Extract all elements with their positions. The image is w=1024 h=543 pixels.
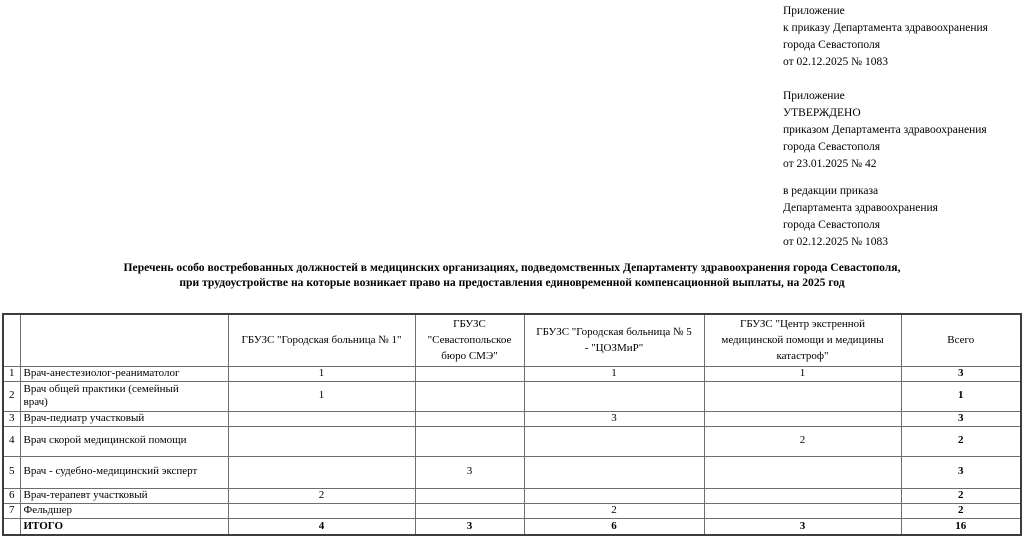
value-emergency-center	[704, 456, 901, 488]
total-row-label: ИТОГО	[20, 518, 228, 535]
grand-total: 16	[901, 518, 1021, 535]
value-sme-bureau	[415, 488, 524, 503]
row-number: 7	[3, 503, 20, 518]
annotation-line: Департамента здравоохранения	[783, 202, 938, 214]
order-annotation-block-3	[783, 183, 938, 251]
document-title	[0, 261, 1024, 290]
value-sme-bureau: 3	[415, 456, 524, 488]
value-emergency-center: 1	[704, 366, 901, 381]
row-number	[3, 518, 20, 535]
value-hospital-1: 1	[228, 381, 415, 411]
header-cell-position	[20, 314, 228, 366]
position-name: Врач общей практики (семейный врач)	[20, 381, 228, 411]
table-row	[3, 381, 1021, 411]
total-hospital-5: 6	[524, 518, 704, 535]
value-hospital-1	[228, 411, 415, 426]
header-cell-number	[3, 314, 20, 366]
value-sme-bureau	[415, 426, 524, 456]
header-cell-hospital-1: ГБУЗС "Городская больница № 1"	[228, 314, 415, 366]
value-hospital-5: 3	[524, 411, 704, 426]
position-name: Врач-педиатр участковый	[20, 411, 228, 426]
position-name: Фельдшер	[20, 503, 228, 518]
annotation-line: приказом Департамента здравоохранения	[783, 124, 987, 136]
value-total: 3	[901, 456, 1021, 488]
annotation-line: города Севастополя	[783, 219, 880, 231]
total-emergency-center: 3	[704, 518, 901, 535]
document-title-line-1: Перечень особо востребованных должностей в медицинских организациях, подведомственных Департаменту здравоохранения города Севастополя,	[123, 261, 901, 274]
table-row	[3, 503, 1021, 518]
value-hospital-5	[524, 426, 704, 456]
header-cell-sme-bureau: ГБУЗС "Севастопольское бюро СМЭ"	[415, 314, 524, 366]
annotation-line: от 23.01.2025 № 42	[783, 158, 877, 170]
position-name: Врач скорой медицинской помощи	[20, 426, 228, 456]
position-name: Врач - судебно-медицинский эксперт	[20, 456, 228, 488]
annotation-line: города Севастополя	[783, 141, 880, 153]
value-hospital-1	[228, 503, 415, 518]
row-number: 6	[3, 488, 20, 503]
annotation-line: в редакции приказа	[783, 185, 879, 197]
value-hospital-1: 2	[228, 488, 415, 503]
value-hospital-5	[524, 381, 704, 411]
table-row	[3, 366, 1021, 381]
value-emergency-center	[704, 488, 901, 503]
annotation-line: города Севастополя	[783, 39, 880, 51]
table-row	[3, 426, 1021, 456]
value-hospital-5	[524, 488, 704, 503]
annotation-line: к приказу Департамента здравоохранения	[783, 22, 988, 34]
header-cell-hospital-5: ГБУЗС "Городская больница № 5 - "ЦОЗМиР"	[524, 314, 704, 366]
row-number: 4	[3, 426, 20, 456]
value-emergency-center	[704, 503, 901, 518]
value-hospital-1	[228, 456, 415, 488]
value-emergency-center	[704, 381, 901, 411]
table-row	[3, 456, 1021, 488]
row-number: 3	[3, 411, 20, 426]
header-cell-emergency-center: ГБУЗС "Центр экстренной медицинской помощи и медицины катастроф"	[704, 314, 901, 366]
total-sme-bureau: 3	[415, 518, 524, 535]
order-annotation-block-1	[783, 3, 988, 71]
annotation-line: УТВЕРЖДЕНО	[783, 107, 861, 119]
value-total: 1	[901, 381, 1021, 411]
value-sme-bureau	[415, 366, 524, 381]
value-hospital-1: 1	[228, 366, 415, 381]
row-number: 2	[3, 381, 20, 411]
value-hospital-5: 2	[524, 503, 704, 518]
annotation-line: от 02.12.2025 № 1083	[783, 236, 888, 248]
value-total: 2	[901, 503, 1021, 518]
value-total: 2	[901, 426, 1021, 456]
positions-table	[2, 313, 1022, 536]
value-hospital-5	[524, 456, 704, 488]
position-name: Врач-анестезиолог-реаниматолог	[20, 366, 228, 381]
document-title-line-2: при трудоустройстве на которые возникает право на предоставления единовременной компенсационной выплаты, на 2025 год	[179, 275, 845, 289]
total-hospital-1: 4	[228, 518, 415, 535]
row-number: 5	[3, 456, 20, 488]
annotation-line: Приложение	[783, 90, 845, 102]
value-sme-bureau	[415, 411, 524, 426]
header-cell-total: Всего	[901, 314, 1021, 366]
table-header-row	[3, 314, 1021, 366]
annotation-line: Приложение	[783, 5, 845, 17]
annotation-line: от 02.12.2025 № 1083	[783, 56, 888, 68]
table-row	[3, 411, 1021, 426]
table-total-row	[3, 518, 1021, 535]
table-row	[3, 488, 1021, 503]
value-hospital-5: 1	[524, 366, 704, 381]
order-annotation-block-2	[783, 88, 987, 173]
value-emergency-center: 2	[704, 426, 901, 456]
value-total: 3	[901, 411, 1021, 426]
row-number: 1	[3, 366, 20, 381]
value-emergency-center	[704, 411, 901, 426]
value-total: 3	[901, 366, 1021, 381]
value-total: 2	[901, 488, 1021, 503]
position-name: Врач-терапевт участковый	[20, 488, 228, 503]
value-sme-bureau	[415, 503, 524, 518]
value-sme-bureau	[415, 381, 524, 411]
value-hospital-1	[228, 426, 415, 456]
